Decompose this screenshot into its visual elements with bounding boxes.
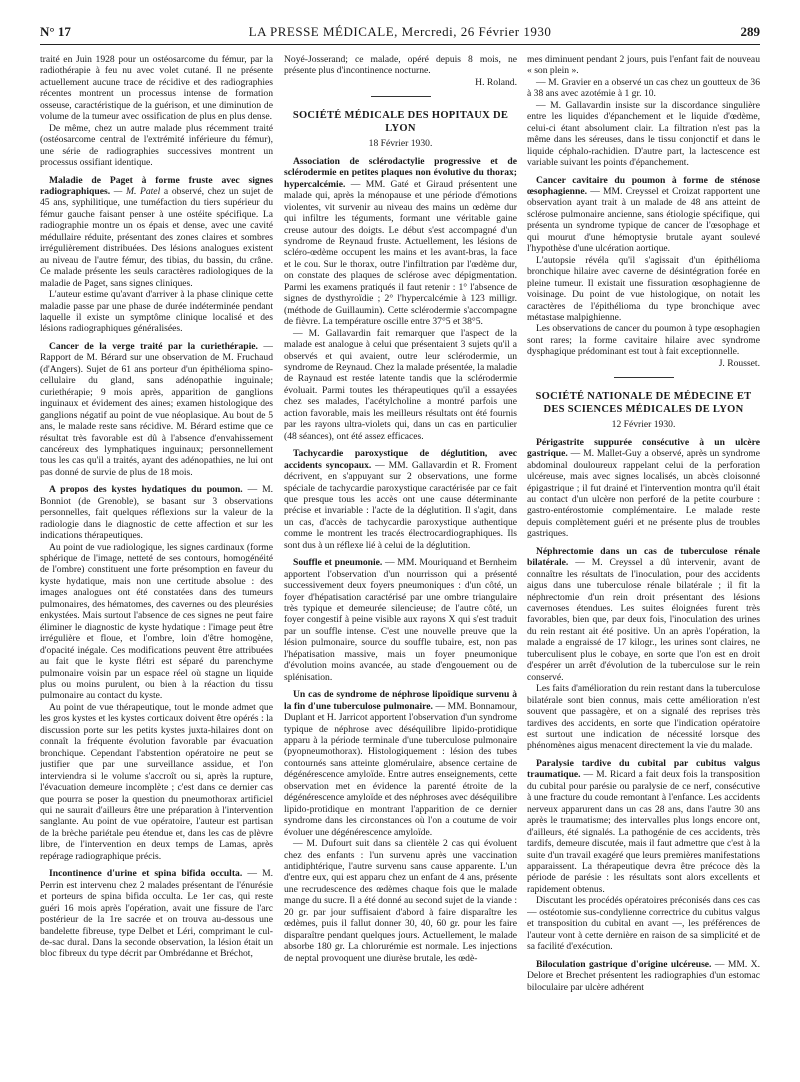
session-date: 18 Février 1930. (368, 138, 433, 150)
column-2 (284, 54, 517, 1069)
section-text: — Rapport de M. Bérard sur une observation de M. Fruchaud (d'Angers). Sujet de 61 ans porteur d'un épithélioma spino-cellulaire du gland, sans adénopathie inguinale; curiethérapie; 9 mois après, apparition de ganglions inguinaux et évidement des aines; examen histologique des ganglions négatif au point de vue néoplasique. Au bout de 5 ans, le malade reste sans récidive. M. Bérard estime que ce résultat très favorable est dû à l'absence d'envahissement cancéreux des lymphatiques inguinaux; personnellement tous les cas qu'il a traités, ayant des adénopathies, ne lui ont pas donné de survie de plus de 18 mois. (40, 340, 273, 478)
column-1 (40, 54, 273, 1069)
paragraph: mes diminuent pendant 2 jours, puis l'enfant fait de nouveau « son plein ». (527, 54, 760, 77)
paragraph: — M. Gravier en a observé un cas chez un goutteux de 36 à 38 ans avec azotémie à 1 gr. 10. (527, 76, 760, 100)
section-title: Biloculation gastrique d'origine ulcéreuse. (536, 958, 712, 970)
paragraph: Les observations de cancer du poumon à type œsophagien sont rares; la forme cavitaire hilaire avec syndrome dysphagique prédominant est tout à fait exceptionnelle. (527, 323, 760, 358)
paragraph: Discutant les procédés opératoires préconisés dans ces cas — ostéotomie sus-condylienne correctrice du cubitus valgus et transposition du cubital en avant —, les préférences de l'auteur vont à cette dernière en raison de sa simplicité et de sa facilité d'exécution. (527, 895, 760, 953)
section-title: Incontinence d'urine et spina bifida occulta. (49, 868, 243, 880)
paragraph: Au point de vue radiologique, les signes cardinaux (forme sphérique de l'image, netteté de ses contours, homogénéité de l'ombre) constituent une forte présomption en faveur du kyste hydatique, mais non une certitude absolue : des images analogues ont été constatées dans des tumeurs pulmonaires, des hématomes, des cavernes ou des pleurésies enkystées. Mais surtout l'absence de ces signes ne peut faire éliminer le diagnostic de kyste hydatique : l'image peut être irrégulière et floue, et l'ombre, loin d'être homogène, d'opacité inégale. Ces modifications peuvent être attribuées au fait que le kyste flétri est séparé du parenchyme pulmonaire voisin par un espace réel où stagne un liquide plus ou moins purulent, ou bien à la réaction du tissu pulmonaire au contact du kyste. (40, 541, 273, 702)
page-header (40, 22, 760, 45)
section-text: a observé, chez un sujet de 45 ans, syphilitique, une tuméfaction du tiers supérieur du fémur gauche faisant penser à une ostéite spécifique. La radiographie montre un os épais et dense, avec une cavité médullaire réduite, présentant des zones claires et sombres irrégulièrement distribuées. Des lésions analogues existent au niveau de l'autre fémur, des tibias, du bassin, du crâne. Ce malade présente les seuls caractères radiologiques de la maladie de Paget, sans signes cliniques. (40, 185, 273, 289)
paragraph: — M. Dufourt suit dans sa clientèle 2 cas qui évoluent chez des enfants : l'un survenu après une vaccination antidiphtérique, l'autre survenu sans cause apparente. L'un d'entre eux, qui est apparu chez un enfant de 4 ans, présente une recrudescence des œdèmes chaque fois que le malade mange du sucre. Il a été donné au second sujet de la viande : 20 gr. par jour suffisaient d'abord à faire disparaître les œdèmes, puis il fallut donner 30, 40, 60 gr. pour les faire disparaître pendant quelques jours. Actuellement, le malade absorbe 180 gr. La chlorurémie est normale. Les injections de neptal provoquent une diurèse brutale, les œdè- (284, 838, 517, 964)
divider (614, 377, 674, 378)
section-text: — MM. Mouriquand et Bernheim apportent l'observation d'un nourrisson qui a présenté successivement deux foyers pneumoniques : d'un côté, un foyer d'hépatisation caractérisé par une ombre triangulaire très typique et demeurée silencieuse; de l'autre côté, un foyer congestif à peine visible aux rayons X qui s'est traduit par un souffle intense. C'est une nouvelle preuve que la lésion pulmonaire, source du souffle tubaire, est, non pas l'hépatisation massive, mais un foyer pneumonique d'évolution moins avancée, au stade d'engouement ou de splénisation. (284, 557, 517, 683)
section-title: Périgastrite suppurée consécutive à un ulcère gastrique. (527, 436, 760, 460)
section-text: — M. Perrin est intervenu chez 2 malades présentant de l'énurésie et porteurs de spina bifida occulta. Le 1er cas, qui reste guéri 16 mois après l'opération, avait une fissure de l'arc postérieur de la 1re sacrée et on trouva au-dessous une bandelette fibreuse, type Delbet et Léri, comprimant le cul-de-sac dural. Dans la seconde observation, la lésion était un bloc fibreux du type décrit par Ombrédanne et Bréchot, (40, 868, 273, 960)
paragraph: Les faits d'amélioration du rein restant dans la tuberculose bilatérale sont bien connus, mais cette amélioration n'est souvent que passagère, et on a signalé des reprises très tardives des accidents, en sorte que l'indication opératoire est surtout une indication de nécessité lorsque des phénomènes aigus menacent directement la vie du malade. (527, 683, 760, 752)
section-text: — M. Mallet-Guy a observé, après un syndrome abdominal douloureux rappelant celui de la perforation ulcéreuse, mais avec signes localisés, un abcès cloisonné épigastrique ; il fut drainé et l'intervention montra qu'il était au contact d'un ulcère non perforé de la petite courbure : gastro-entérostomie complémentaire. Le malade reste depuis complètement guéri et ne présente plus de troubles gastriques. (527, 448, 760, 540)
section-title: Néphrectomie dans un cas de tuberculose rénale bilatérale. (527, 545, 760, 569)
section-text: — MM. X. Delore et Brechet présentent les radiographies d'un estomac biloculaire par ulcère adhérent (527, 958, 760, 993)
author-ref: — M. Patel (113, 185, 161, 197)
section-title: Maladie de Paget à forme fruste avec signes radiographiques. (40, 174, 273, 197)
section-text: — M. Ricard a fait deux fois la transposition du cubital pour parésie ou paralysie de ce nerf, consécutive à une fracture du coude remontant à l'enfance. Les accidents nerveux apparurent dans un cas 28 ans, dans l'autre 30 ans après le traumatisme; des intervalles plus longs encore ont, d'ailleurs, été signalés. La pathogénie de ces accidents, très tardifs, demeure discutée, mais il faut admettre que c'est à la suite d'un travail exagéré que leurs premières manifestations apparaissent. La thérapeutique devra être précoce dès la période de parésie : les résultats sont alors excellents et rapidement obtenus. (527, 769, 760, 895)
section-title: Tachycardie paroxystique de déglutition, avec accidents syncopaux. (284, 448, 517, 471)
signature: H. Roland. (475, 76, 517, 88)
column-3 (527, 54, 760, 1069)
paragraph: — M. Gallavardin fait remarquer que l'aspect de la malade est analogue à celui que présentaient 3 sujets qu'il a observés et qui avaient, outre leur sclérodermie, un syndrome de Reynaud. Chez la malade présentée, la maladie de Raynaud est restée latente tandis que la sclérodermie évoluait. Parmi toutes les thérapeutiques qu'il a essayées chez ses malades, l'acétylcholine a montré parfois une action favorable, mais les meilleurs résultats ont été fournis par les rayons ultra-violets qui, dans un cas en particulier (48 séances), ont été assez efficaces. (284, 327, 517, 442)
section-text: — MM. Creyssel et Croizat rapportent une observation ayant trait à un malade de 48 ans atteint de sclérose pulmonaire ancienne, sans étiologie spécifique, qui présenta un syndrome typique de cancer de l'œsophage et qui mourut d'une hémoptysie brutale ayant soulevé l'hypothèse d'une ulcération aortique. (527, 185, 760, 255)
section-title: Cancer de la verge traité par la curiethérapie. (49, 340, 258, 352)
society-heading: SOCIÉTÉ NATIONALE DE MÉDECINE ET DES SCIENCES MÉDICALES DE LYON (535, 391, 752, 416)
paragraph: De même, chez un autre malade plus récemment traité (ostéosarcome central de l'extrémité inférieure du fémur), une série de radiographies successives montrent un processus ossifiant identique. (40, 122, 273, 169)
section-title: Souffle et pneumonie. (293, 557, 383, 569)
page-number: 289 (740, 24, 760, 39)
section-text: — M. Bonniot (de Grenoble), se basant sur 3 observations personnelles, fait quelques réflexions sur la valeur de la radiologie dans le diagnostic de cette affection et sur les indications thérapeutiques. (40, 484, 273, 542)
section-title: Association de sclérodactylie progressive et de sclérodermie en petites plaques non évolutive du thorax; hypercalcémie. (284, 155, 517, 190)
section-text: — MM. Bonnamour, Duplant et H. Jarricot apportent l'observation d'un syndrome typique de néphrose avec déséquilibre lipido-protidique apparu à la période terminale d'une tuberculose pulmonaire (pyopneumothorax). Histologiquement : lésion des tubes contournés sans atteinte glomérulaire, absence certaine de dégénérescence amyloïde. Entre autres enseignements, cette observation met en évidence la parenté étroite de la dégénérescence amyloïde et des néphroses avec déséquilibre lipido-protidique en montrant l'apparition de ce dernier syndrome dans les circonstances où l'on a coutume de voir évoluer une dégénérescence amyloïde. (284, 700, 517, 838)
section-title: Paralysie tardive du cubital par cubitus valgus traumatique. (527, 757, 760, 781)
signature: J. Rousset. (718, 357, 760, 369)
paragraph: Au point de vue thérapeutique, tout le monde admet que les gros kystes et les kystes corticaux doivent être opérés : la discussion porte sur les petits kystes juxta-hilaires dont on connaît la fréquente évolution favorable par évacuation bronchique. Cependant l'abstention opératoire ne peut se justifier que par une surveillance assidue, et l'on interviendra si le volume s'accroît ou si, après la rupture, l'évacuation demeure incomplète ; c'est dans ce dernier cas que pourra se poser la question du pneumothorax artificiel qui ne saurait d'ailleurs être une préparation à l'intervention sanglante. Au point de vue opératoire, l'auteur est partisan de la brèche pariétale peu étendue et, dans les cas de plèvre libre, de l'intervention en deux temps de Lamas, après repérage radiographique précis. (40, 701, 273, 862)
section-title: Cancer cavitaire du poumon à forme de sténose œsophagienne. (527, 174, 760, 197)
divider (371, 96, 431, 97)
paragraph: traité en Juin 1928 pour un ostéosarcome du fémur, par la radiothérapie à feu nu avec volet cutané. Il ne présente actuellement aucune trace de récidive et des radiographies récentes montrent un processus intense de formation osseuse, caractéristique de la guérison, et une diminution de volume de la tumeur avec ossification de plus en plus dense. (40, 54, 273, 123)
section-title: A propos des kystes hydatiques du poumon. (49, 484, 243, 496)
society-heading: SOCIÉTÉ MÉDICALE DES HOPITAUX DE LYON (292, 110, 509, 135)
section-title: Un cas de syndrome de néphrose lipoïdique survenu à la fin d'une tuberculose pulmonaire. (284, 689, 517, 712)
journal-title: LA PRESSE MÉDICALE, Mercredi, 26 Février 1930 (248, 24, 552, 39)
section-text: — MM. Gallavardin et R. Froment décrivent, en s'appuyant sur 2 observations, une forme spéciale de tachycardie paroxystique caractérisée par ce fait que presque tous les accès ont une cause déterminante précise et invariable : l'acte de la déglutition. Il s'agit, dans un cas, d'accès de tachycardie paroxystique authentique comme le montrent les tracés électrocardiographiques. Ils sont dus à un réflexe lié à celui de la déglutition. (284, 459, 517, 551)
section-text: — MM. Gaté et Giraud présentent une malade qui, après la ménopause et une période d'émotions violentes, vit survenir au niveau des mains un œdème dur qui infiltre les téguments, formant une véritable gaine creuse autour des doigts. Le début s'est accompagné d'un syndrome de Reynaud fruste. Actuellement, les lésions de scléro-œdème occupent les mains et les avant-bras, la face et le cou. Sur le thorax, outre l'infiltration par l'œdème dur, on constate des plaques de sclérose avec dépigmentation. Parmi les examens pratiqués il faut retenir : 1° l'absence de signes de dysthyroïdie ; 2° l'hypercalcémie à 123 milligr. (méthode de Guillaumin). Cette sclérodermie s'accompagne de fièvre. La température oscille entre 37°5 et 38°5. (284, 178, 517, 328)
paragraph: L'auteur estime qu'avant d'arriver à la phase clinique cette maladie passe par une phase de durée indéterminée pendant laquelle il existe un symptôme clinique localisé et des lésions radiographiques généralisées. (40, 289, 273, 335)
issue-number: N° 17 (40, 24, 71, 39)
paragraph: — M. Gallavardin insiste sur la discordance singulière entre les liquides d'épanchement et le liquide d'œdème, celui-ci étant absolument clair. La filtration n'est pas la même dans les séreuses, dans le tissu conjonctif et dans le liquide céphalo-rachidien. D'autre part, la lactescence est variable suivant les points d'épanchement. (527, 99, 760, 169)
session-date: 12 Février 1930. (611, 419, 676, 431)
paragraph: Noyé-Josserand; ce malade, opéré depuis 8 mois, ne présente plus d'incontinence nocturne. (284, 54, 517, 77)
paragraph: L'autopsie révéla qu'il s'agissait d'un épithélioma bronchique hilaire avec caverne de désintégration forée en pleine tumeur. Il existait une fissuration œsophagienne de voisinage. Du point de vue histologique, on notait les caractères de l'épithélioma du type bronchique avec métastase malpighienne. (527, 254, 760, 323)
section-text: — M. Creyssel a dû intervenir, avant de connaître les résultats de l'inoculation, pour des accidents aigus dans une tuberculose rénale bilatérale ; il fit la néphrectomie d'un rein droit présentant des lésions cavernoses étendues. Les suites éloignées furent très favorables, bien que, par deux fois, l'inoculation des urines du rein restant ait été positive. Un an après l'opération, la malade a engraissé de 17 kilogr., les urines sont claires, ne tuberculisent plus le cobaye, en sorte que l'on est en droit d'espérer un arrêt d'évolution de la tuberculose sur le rein conservé. (527, 557, 760, 683)
